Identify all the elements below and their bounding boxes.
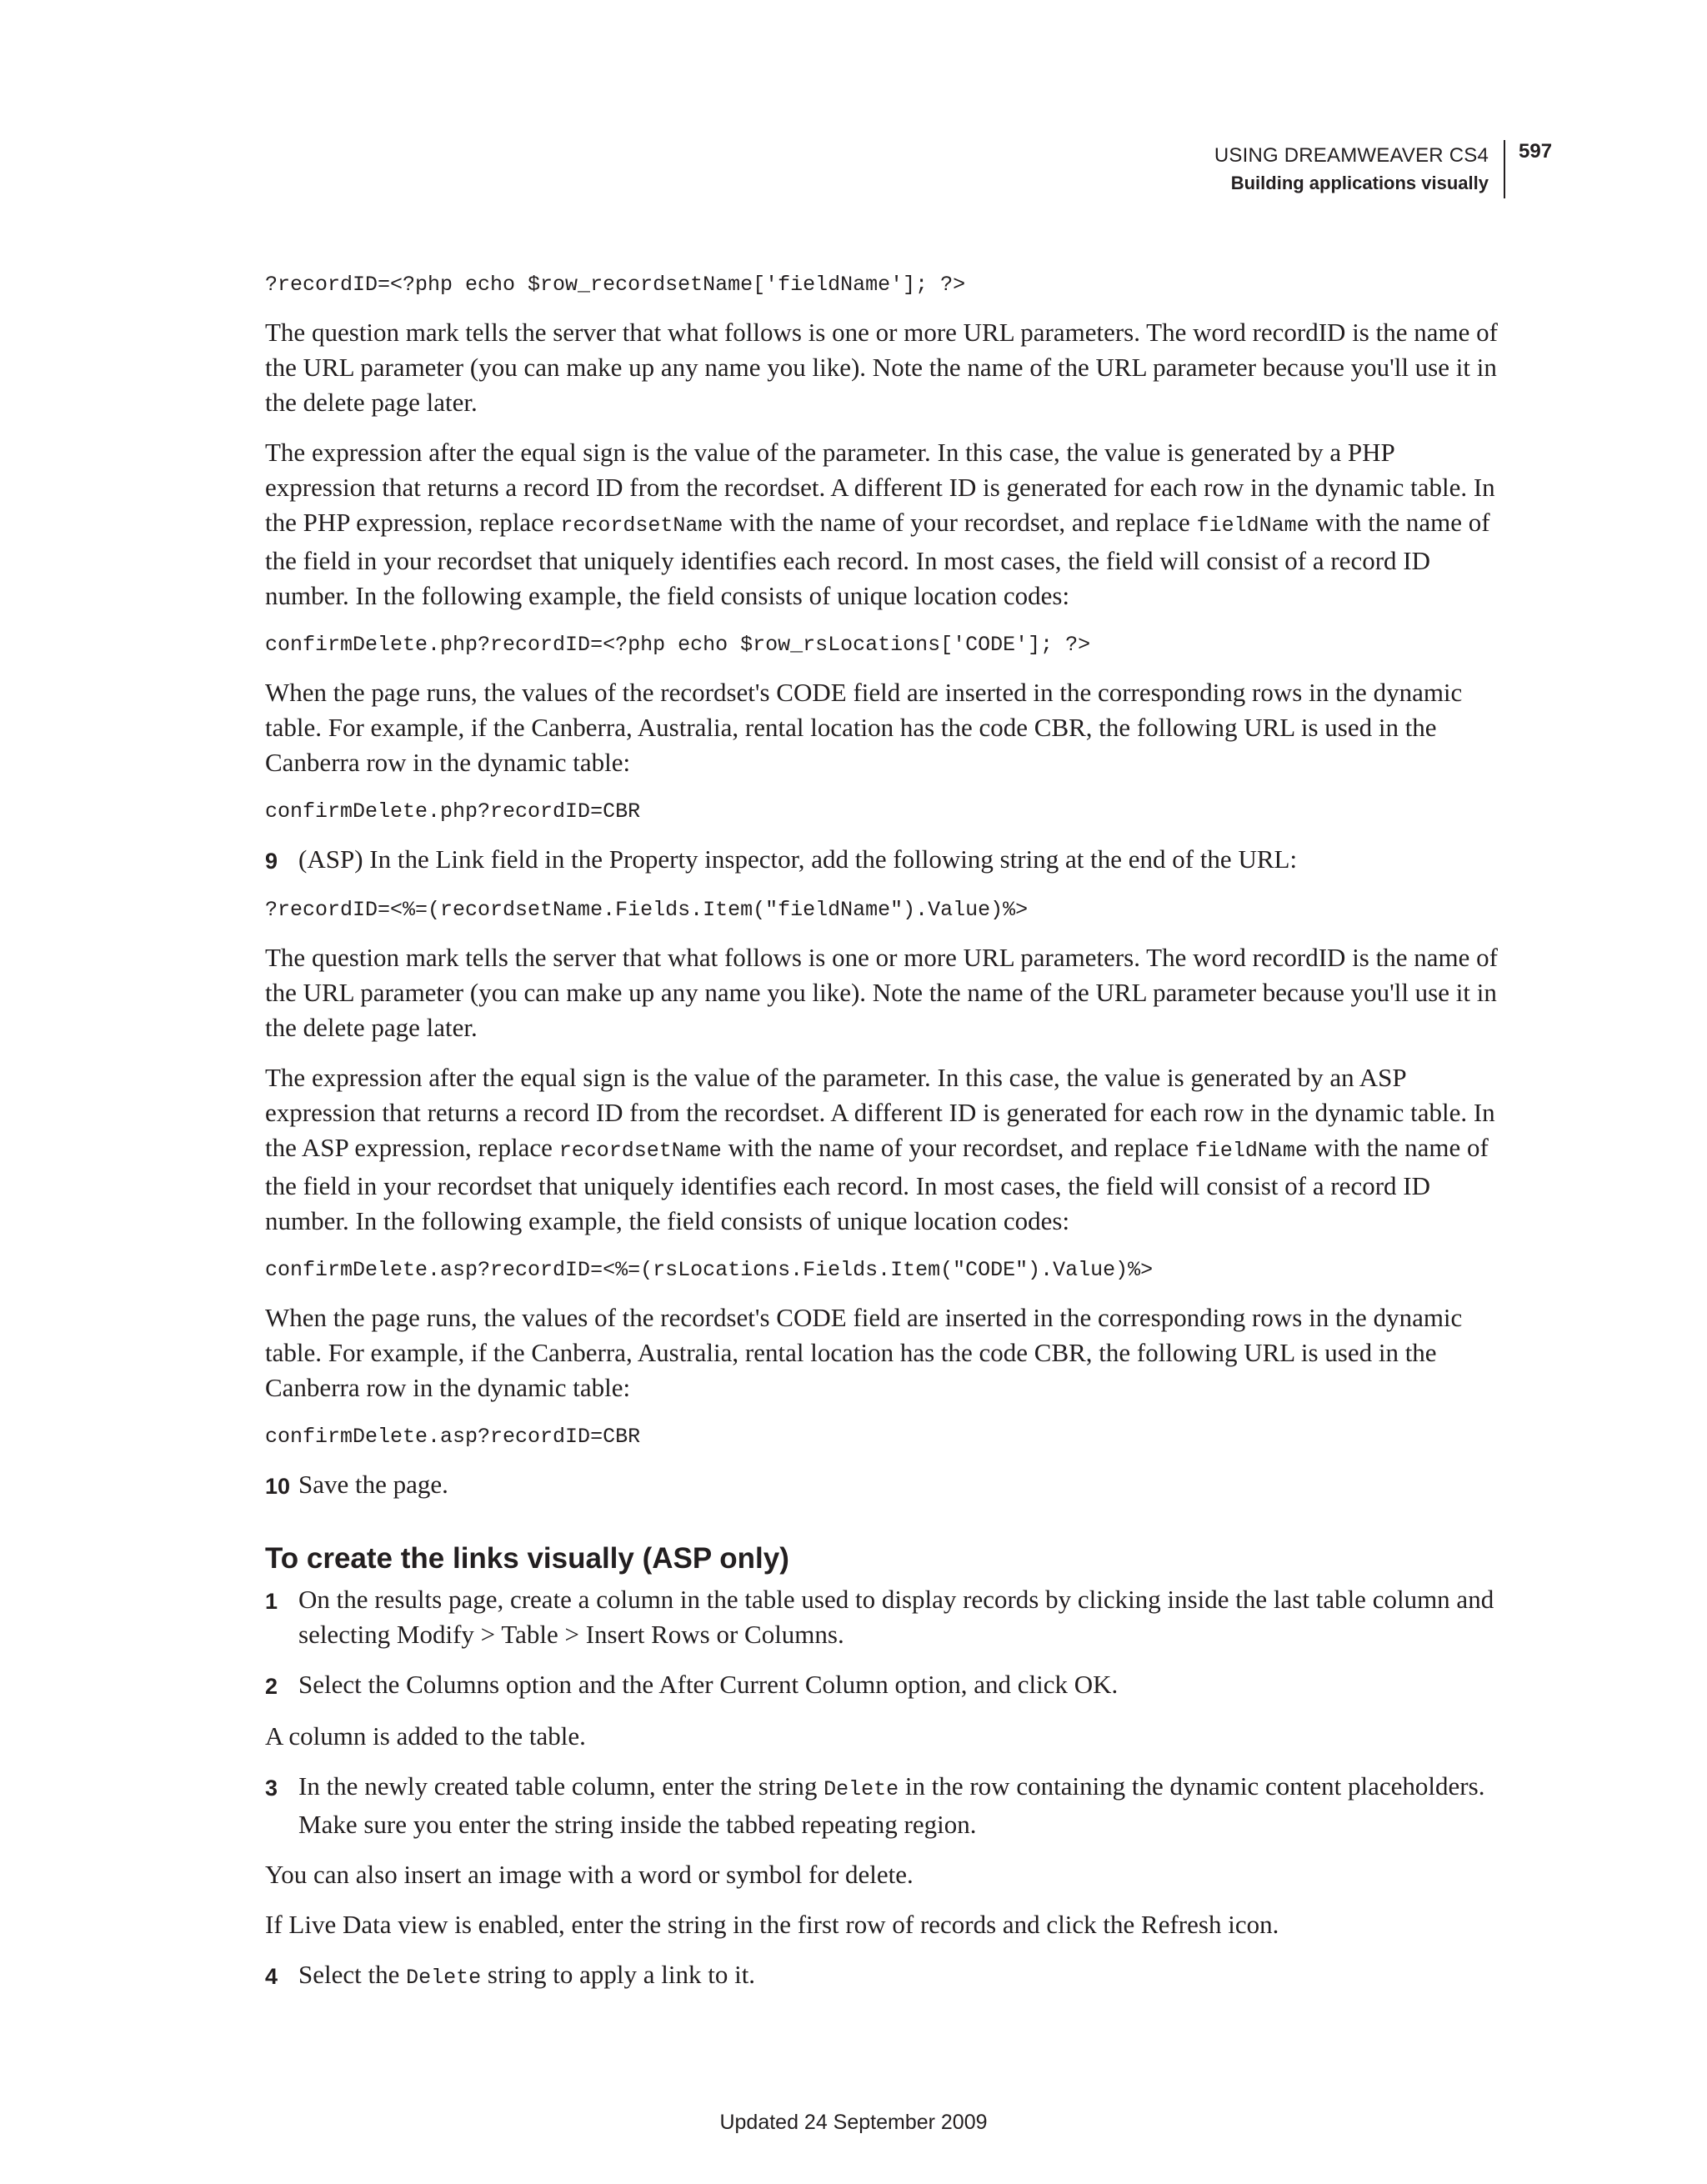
text-run: with the name of the field in your recordset that uniquely identifies each record. In most cases, the field will consist of a record ID number. In the following example, the field consists of unique location codes: bbox=[265, 508, 1490, 610]
page-body bbox=[265, 268, 1499, 2011]
paragraph: When the page runs, the values of the recordset's CODE field are inserted in the corresponding rows in the dynamic table. For example, if the Canberra, Australia, rental location has the code CBR, the following URL is used in the Canberra row in the dynamic table: bbox=[265, 678, 1463, 777]
header-divider bbox=[1504, 140, 1505, 198]
step-item bbox=[265, 1769, 1499, 1842]
page-number: 597 bbox=[1519, 140, 1553, 163]
step-item bbox=[265, 1582, 1499, 1652]
text-run: with the name of your recordset, and replace bbox=[723, 508, 1197, 537]
text-run: In the newly created table column, enter the string bbox=[298, 1771, 824, 1801]
step-text: On the results page, create a column in the table used to display records by clicking inside the last table column and selecting Modify > Table > Insert Rows or Columns. bbox=[298, 1585, 1494, 1649]
text-run: Select the bbox=[298, 1960, 407, 1989]
text-run: string to apply a link to it. bbox=[481, 1960, 756, 1989]
paragraph: The question mark tells the server that what follows is one or more URL parameters. The word recordID is the name of the URL parameter (you can make up any name you like). Note the name of the URL parameter because you'll use it in the delete page later. bbox=[265, 943, 1498, 1042]
section-heading: To create the links visually (ASP only) bbox=[265, 1542, 789, 1575]
header-text bbox=[1214, 142, 1489, 197]
inline-code: recordsetName bbox=[560, 513, 723, 538]
step-number: 9 bbox=[265, 849, 278, 874]
text-run: The expression after the equal sign is the value of the parameter. In this case, the value is generated by an ASP expression that returns a record ID from the recordset. A different ID is generated for each row in the dynamic table. In the ASP expression, replace bbox=[265, 1063, 1495, 1162]
inline-code: recordsetName bbox=[558, 1139, 722, 1163]
step-item bbox=[265, 1467, 1499, 1504]
step-text: Select the Columns option and the After Current Column option, and click OK. bbox=[298, 1670, 1119, 1699]
step-number: 2 bbox=[265, 1674, 278, 1699]
text-run: with the name of the field in your recordset that uniquely identifies each record. In most cases, the field will consist of a record ID number. In the following example, the field consists of unique location codes: bbox=[265, 1133, 1489, 1235]
code-line: ?recordID=<%=(recordsetName.Fields.Item("fieldName").Value)%> bbox=[265, 898, 1029, 922]
paragraph: When the page runs, the values of the recordset's CODE field are inserted in the corresponding rows in the dynamic table. For example, if the Canberra, Australia, rental location has the code CBR, the following URL is used in the Canberra row in the dynamic table: bbox=[265, 1303, 1463, 1402]
step-number: 4 bbox=[265, 1964, 278, 1989]
text-run: with the name of your recordset, and replace bbox=[721, 1133, 1195, 1162]
code-line: confirmDelete.php?recordID=<?php echo $row_rsLocations['CODE']; ?> bbox=[265, 633, 1091, 657]
step-item bbox=[265, 1957, 1499, 1996]
step-number: 10 bbox=[265, 1474, 291, 1499]
inline-code: Delete bbox=[406, 1966, 482, 1990]
step-text: Save the page. bbox=[298, 1470, 448, 1499]
text-run: in the row containing the dynamic content placeholders. Make sure you enter the string inside the tabbed repeating region. bbox=[298, 1771, 1485, 1839]
code-line: confirmDelete.asp?recordID=CBR bbox=[265, 1425, 641, 1449]
step-number: 3 bbox=[265, 1776, 278, 1801]
inline-code: Delete bbox=[823, 1777, 899, 1801]
paragraph: You can also insert an image with a word or symbol for delete. bbox=[265, 1860, 914, 1889]
step-number: 1 bbox=[265, 1589, 278, 1614]
code-line: confirmDelete.asp?recordID=<%=(rsLocations.Fields.Item("CODE").Value)%> bbox=[265, 1258, 1154, 1282]
paragraph: A column is added to the table. bbox=[265, 1721, 586, 1751]
step-text bbox=[298, 1957, 1499, 1996]
code-line: confirmDelete.php?recordID=CBR bbox=[265, 799, 641, 824]
text-run: The expression after the equal sign is the value of the parameter. In this case, the value is generated by a PHP expression that returns a record ID from the recordset. A different ID is generated for each row in the dynamic table. In the PHP expression, replace bbox=[265, 438, 1495, 537]
step-text: (ASP) In the Link field in the Property inspector, add the following string at the end of the URL: bbox=[298, 844, 1298, 874]
paragraph: If Live Data view is enabled, enter the string in the first row of records and click the Refresh icon. bbox=[265, 1910, 1279, 1939]
paragraph bbox=[265, 1060, 1499, 1239]
inline-code: fieldName bbox=[1194, 1139, 1308, 1163]
code-line: ?recordID=<?php echo $row_recordsetName['fieldName']; ?> bbox=[265, 273, 966, 297]
running-header bbox=[924, 142, 1507, 200]
header-subtitle: Building applications visually bbox=[1230, 173, 1489, 193]
header-title: USING DREAMWEAVER CS4 bbox=[1214, 144, 1489, 167]
footer-updated: Updated 24 September 2009 bbox=[719, 2111, 988, 2134]
paragraph bbox=[265, 435, 1499, 614]
inline-code: fieldName bbox=[1196, 513, 1309, 538]
step-item bbox=[265, 1667, 1499, 1704]
step-item bbox=[265, 842, 1499, 879]
paragraph: The question mark tells the server that what follows is one or more URL parameters. The word recordID is the name of the URL parameter (you can make up any name you like). Note the name of the URL parameter because you'll use it in the delete page later. bbox=[265, 318, 1498, 417]
step-text bbox=[298, 1769, 1499, 1842]
